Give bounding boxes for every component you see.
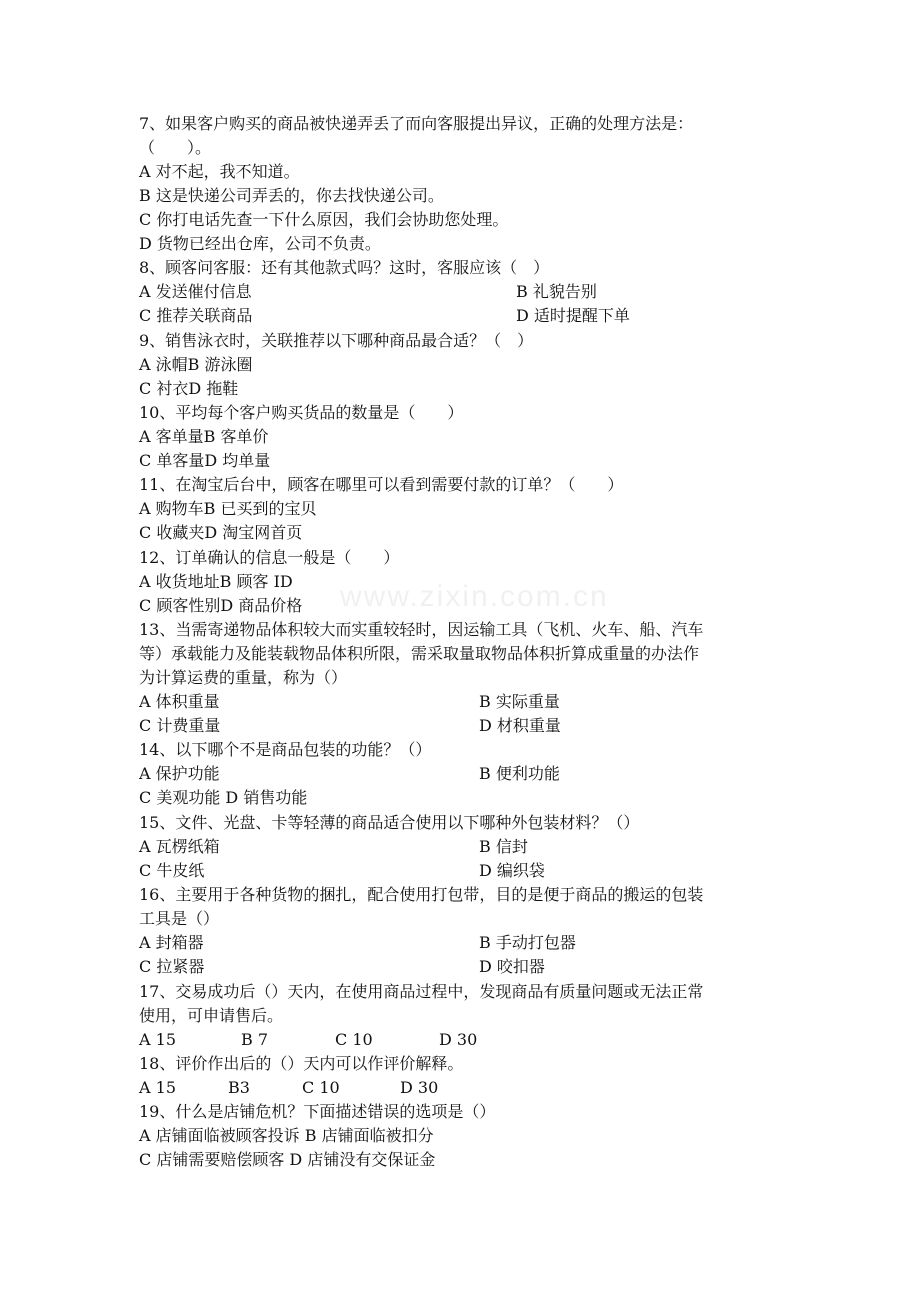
option-row <box>139 570 293 594</box>
option-text: D 材积重量 <box>479 716 561 735</box>
option-row <box>139 762 560 786</box>
option-text: A 封箱器 <box>139 933 204 952</box>
option-text: B 7 <box>241 1030 269 1049</box>
option-text: A 瓦楞纸箱 <box>139 837 220 856</box>
option-row <box>139 449 271 473</box>
option-row <box>139 208 508 232</box>
option-text: B 手动打包器 <box>479 933 576 952</box>
question-stem-line: 16、主要用于各种货物的捆扎，配合使用打包带，目的是便于商品的搬运的包装 <box>139 885 704 904</box>
question-stem-line: 18、评价作出后的（）天内可以作评价解释。 <box>139 1054 464 1073</box>
option-text: D 30 <box>400 1078 439 1097</box>
question-stem-line: 8、顾客问客服：还有其他款式吗？这时，客服应该（ ） <box>139 258 550 277</box>
option-text: A 收货地址 <box>139 572 220 591</box>
option-text: B3 <box>228 1078 250 1097</box>
option-text: B 已买到的宝贝 <box>203 499 317 518</box>
option-text: D 咬扣器 <box>479 957 545 976</box>
option-text: B 礼貌告别 <box>516 282 597 301</box>
option-text: D 商品价格 <box>220 596 303 615</box>
option-row <box>139 1124 434 1148</box>
option-text: D 货物已经出仓库，公司不负责。 <box>139 234 381 253</box>
option-row <box>139 931 576 955</box>
option-row <box>139 786 307 810</box>
watermark-text: www.zixin.com.cn <box>340 580 609 613</box>
question-stem-line: 15、文件、光盘、卡等轻薄的商品适合使用以下哪种外包装材料？（） <box>139 813 640 832</box>
option-row <box>139 497 317 521</box>
option-text: C 美观功能 D 销售功能 <box>139 788 308 807</box>
option-row <box>139 521 303 545</box>
option-row <box>139 714 561 738</box>
option-text: A 客单量 <box>139 427 204 446</box>
option-row <box>139 184 444 208</box>
option-text: D 30 <box>439 1030 478 1049</box>
option-row <box>139 835 528 859</box>
option-text: C 店铺需要赔偿顾客 D 店铺没有交保证金 <box>139 1150 436 1169</box>
question-stem-line: 9、销售泳衣时，关联推荐以下哪种商品最合适？（ ） <box>139 331 534 350</box>
option-text: A 体积重量 <box>139 692 220 711</box>
option-text: D 均单量 <box>204 451 271 470</box>
question-stem-line: 19、什么是店铺危机？下面描述错误的选项是（） <box>139 1102 496 1121</box>
option-text: B 顾客 ID <box>219 572 293 591</box>
question-stem-line: 7、如果客户购买的商品被快递弄丢了而向客服提出异议，正确的处理方法是： <box>139 114 694 133</box>
option-text: C 衬衣 <box>139 379 189 398</box>
option-text: C 你打电话先查一下什么原因，我们会协助您处理。 <box>139 210 509 229</box>
option-text: B 游泳圈 <box>187 355 253 374</box>
question-stem-line: 14、以下哪个不是商品包装的功能？（） <box>139 740 432 759</box>
question-stem-line: 17、交易成功后（）天内，在使用商品过程中，发现商品有质量问题或无法正常 <box>139 982 704 1001</box>
option-text: A 发送催付信息 <box>139 282 252 301</box>
option-text: D 适时提醒下单 <box>516 306 630 325</box>
option-text: B 客单价 <box>203 427 269 446</box>
question-stem-line: 11、在淘宝后台中，顾客在哪里可以看到需要付款的订单？（ ） <box>139 475 624 494</box>
option-text: A 泳帽 <box>139 355 188 374</box>
option-text: C 推荐关联商品 <box>139 306 253 325</box>
question-stem-line: 为计算运费的重量，称为（） <box>139 668 348 687</box>
option-text: A 对不起，我不知道。 <box>139 162 300 181</box>
option-row <box>139 425 269 449</box>
option-row <box>139 859 545 883</box>
option-row <box>139 1028 478 1052</box>
option-text: C 牛皮纸 <box>139 861 205 880</box>
question-stem-line: 等）承载能力及能装载物品体积所限，需采取量取物品体积折算成重量的办法作 <box>139 644 700 663</box>
option-row <box>139 1148 435 1172</box>
option-text: A 保护功能 <box>139 764 220 783</box>
option-row <box>139 280 597 304</box>
option-text: C 10 <box>302 1078 340 1097</box>
option-text: D 拖鞋 <box>188 379 239 398</box>
question-stem-line: 12、订单确认的信息一般是（ ） <box>139 548 400 567</box>
option-text: B 实际重量 <box>479 692 560 711</box>
option-text: D 淘宝网首页 <box>204 523 303 542</box>
option-row <box>139 690 560 714</box>
option-row <box>139 377 239 401</box>
option-text: A 15 <box>139 1030 176 1049</box>
question-stem-line: 工具是（） <box>139 909 220 928</box>
question-stem-line: 13、当需寄递物品体积较大而实重较轻时，因运输工具（飞机、火车、船、汽车 <box>139 620 704 639</box>
option-text: A 15 <box>139 1078 176 1097</box>
option-row <box>139 955 545 979</box>
option-text: C 收藏夹 <box>139 523 205 542</box>
option-text: B 便利功能 <box>479 764 560 783</box>
option-text: D 编织袋 <box>479 861 545 880</box>
option-row <box>139 304 630 328</box>
option-text: A 购物车 <box>139 499 204 518</box>
option-text: A 店铺面临被顾客投诉 B 店铺面临被扣分 <box>139 1126 434 1145</box>
question-stem-line: （ ）。 <box>139 138 212 157</box>
question-stem-line: 10、平均每个客户购买货品的数量是（ ） <box>139 403 464 422</box>
question-stem-line: 使用，可申请售后。 <box>139 1006 284 1025</box>
option-text: C 单客量 <box>139 451 205 470</box>
option-row <box>139 160 300 184</box>
option-text: C 10 <box>335 1030 373 1049</box>
option-text: C 计费重量 <box>139 716 221 735</box>
option-row <box>139 1076 439 1100</box>
option-text: C 顾客性别 <box>139 596 221 615</box>
option-text: B 信封 <box>479 837 528 856</box>
option-row <box>139 594 303 618</box>
option-text: B 这是快递公司弄丢的，你去找快递公司。 <box>139 186 444 205</box>
option-row <box>139 232 381 256</box>
option-text: C 拉紧器 <box>139 957 205 976</box>
option-row <box>139 353 253 377</box>
